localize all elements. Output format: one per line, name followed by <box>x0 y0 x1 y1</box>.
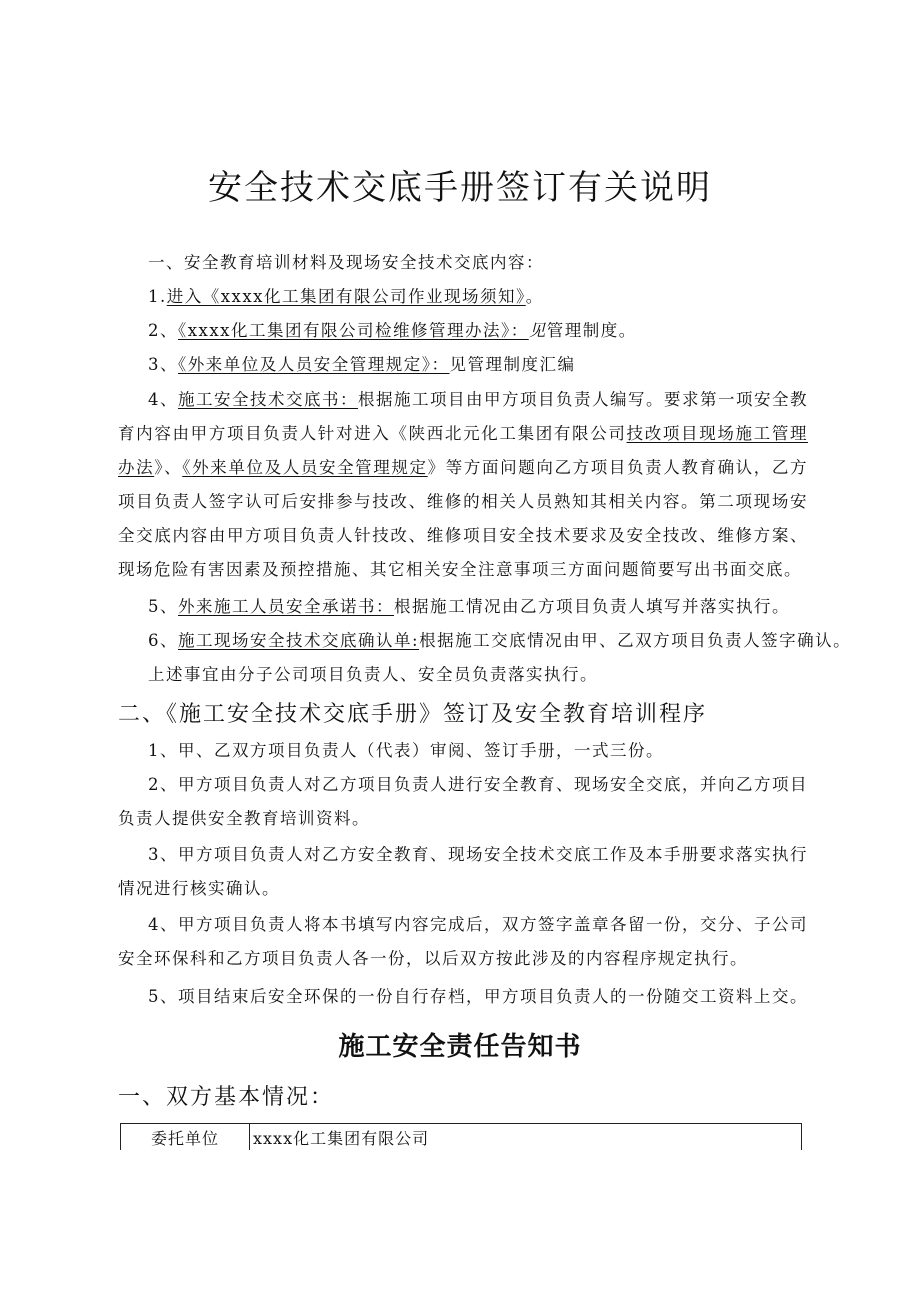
section2-item-3: 3、甲方项目负责人对乙方安全教育、现场安全技术交底工作及本手册要求落实执行情况进行核实确认。 <box>118 845 808 898</box>
table-value-client: xxxx化工集团有限公司 <box>253 1129 430 1148</box>
item-suffix: 见管理制度汇编 <box>449 355 576 374</box>
table-label-client: 委托单位 <box>121 1124 250 1150</box>
doc-link: 施工安全技术交底书： <box>178 390 358 409</box>
item-number: 1. <box>148 287 167 306</box>
item-number: 3、 <box>148 355 178 374</box>
section2-item-4: 4、甲方项目负责人将本书填写内容完成后，双方签字盖章各留一份，交分、子公司安全环保科和乙方项目负责人各一份，以后双方按此涉及的内容程序规定执行。 <box>118 915 808 968</box>
section1-heading: 一、安全教育培训材料及现场安全技术交底内容： <box>148 253 544 272</box>
item-suffix: 根据施工情况由乙方项目负责人填写并落实执行。 <box>394 597 790 616</box>
section1-note: 上述事宜由分子公司项目负责人、安全员负责落实执行。 <box>148 665 598 684</box>
section1-item-5 <box>148 590 838 624</box>
page-title: 安全技术交底手册签订有关说明 <box>208 168 712 208</box>
item-number: 6、 <box>148 631 178 650</box>
doc-link: 技改项目现场施工管理办法 <box>118 424 809 477</box>
item-suffix: 。 <box>525 287 544 306</box>
item-text: 》、 <box>154 458 183 477</box>
section1-item-3 <box>148 348 838 382</box>
doc-link: 《外来单位及人员安全管理规定》： <box>178 355 450 374</box>
item-text: 根据施工项目由甲方项目负责人编写。要求第一项安全教育内容由甲方项目负责人针对进入《陕西北元化工集团有限公司 <box>118 390 808 443</box>
doc-link: 施工现场安全技术交底确认单: <box>178 631 420 650</box>
notice-title: 施工安全责任告知书 <box>338 1032 582 1062</box>
item-number: 2、 <box>148 321 178 340</box>
section2-item-5: 5、项目结束后安全环保的一份自行存档，甲方项目负责人的一份随交工资料上交。 <box>148 987 808 1006</box>
doc-link: 《外来单位及人员安全管理规定 <box>182 458 428 477</box>
item-suffix: 管理制度。 <box>546 321 637 340</box>
section1-item-2 <box>148 314 838 348</box>
doc-link: 进入《xxxx化工集团有限公司作业现场须知》 <box>166 287 526 306</box>
item-italic: 见 <box>528 321 547 340</box>
doc-link: 《xxxx化工集团有限公司检维修管理办法》： <box>178 321 529 340</box>
section2-item-1: 1、甲、乙双方项目负责人（代表）审阅、签订手册，一式三份。 <box>148 741 664 760</box>
section1-item-4 <box>118 383 808 587</box>
notice-section-heading: 一、双方基本情况： <box>118 1085 335 1110</box>
section1-item-6 <box>148 624 852 658</box>
section2-heading: 二、《施工安全技术交底手册》签订及安全教育培训程序 <box>118 702 708 727</box>
item-suffix: 根据施工交底情况由甲、乙双方项目负责人签字确认。 <box>419 631 852 650</box>
item-number: 4、 <box>148 390 178 409</box>
doc-link: 外来施工人员安全承诺书： <box>178 597 394 616</box>
item-text: 》等方面问题向乙方项目负责人教育确认，乙方项目负责人签字认可后安排参与技改、维修的相关人员熟知其相关内容。第二项现场安全交底内容由甲方项目负责人针技改、维修项目安全技术要求及安全技改、维修方案、现场危险有害因素及预控措施、其它相关安全注意事项三方面问题简要写出书面交底。 <box>118 458 809 579</box>
section1-item-1 <box>148 280 838 314</box>
section2-item-2: 2、甲方项目负责人对乙方项目负责人进行安全教育、现场安全交底，并向乙方项目负责人提供安全教育培训资料。 <box>118 775 808 828</box>
item-number: 5、 <box>148 597 178 616</box>
basic-info-table <box>120 1123 802 1150</box>
